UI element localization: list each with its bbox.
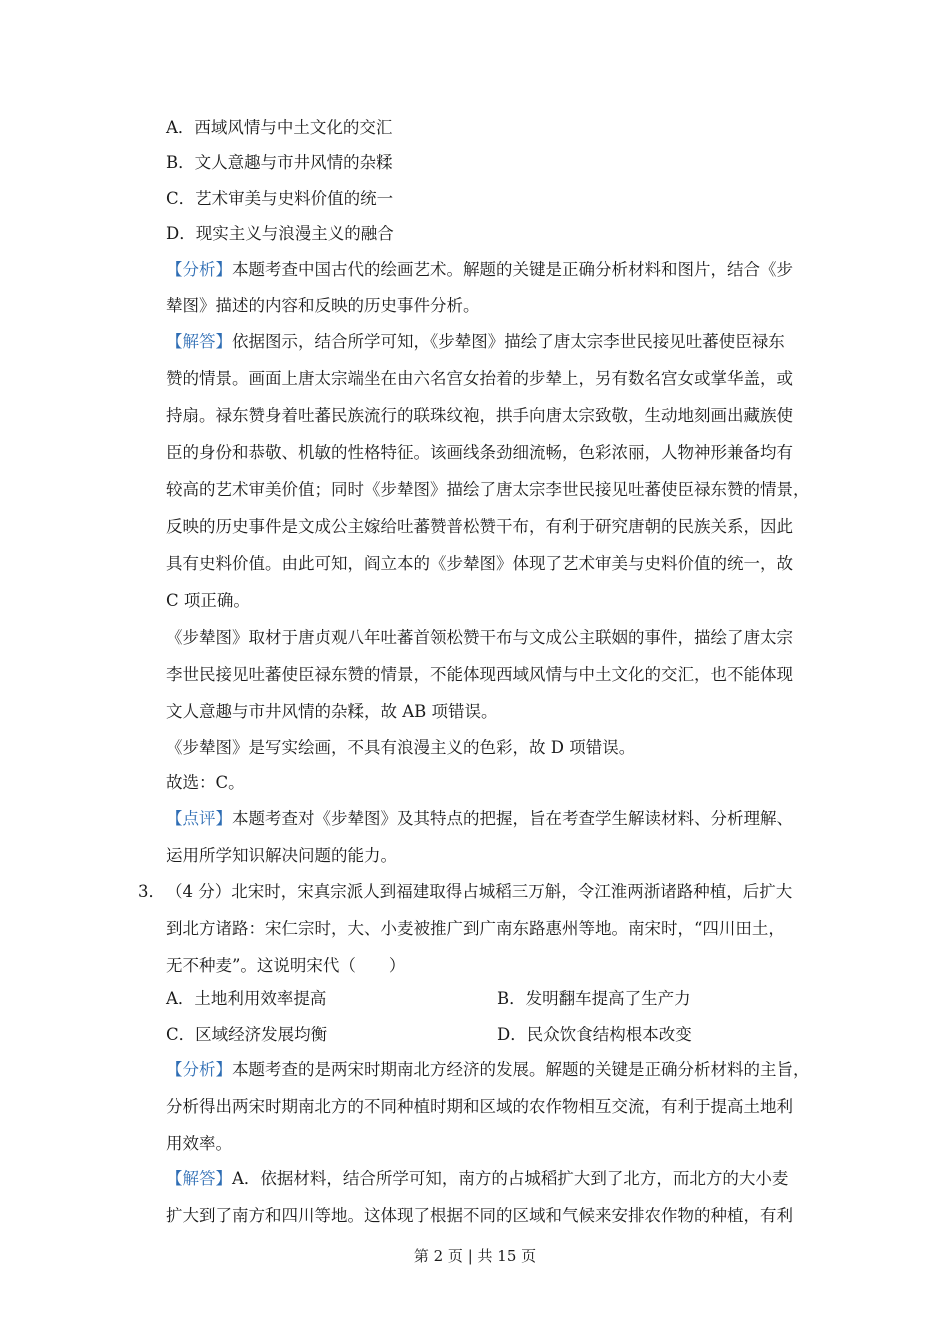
q2-answer-line: 臣的身份和恭敬、机敏的性格特征。该画线条劲细流畅，色彩浓丽，人物神形兼备均有	[166, 443, 793, 462]
page-footer: 第 2 页 | 共 15 页	[413, 1247, 537, 1265]
q3-number: 3．	[138, 882, 165, 901]
q2-answer-line: 较高的艺术审美价值；同时《步辇图》描绘了唐太宗李世民接见吐蕃使臣禄东赞的情景，	[166, 480, 810, 499]
q2-analysis-line: 【分析】本题考查中国古代的绘画艺术。解题的关键是正确分析材料和图片，结合《步	[166, 260, 793, 279]
q3-option-c: C．区域经济发展均衡	[166, 1025, 328, 1044]
q2-option-a: A．西域风情与中土文化的交汇	[166, 118, 393, 137]
q2-answer-line: 持扇。禄东赞身着吐蕃民族流行的联珠纹袍，拱手向唐太宗致敬，生动地刻画出藏族使	[166, 406, 793, 425]
q2-answer-line: 赞的情景。画面上唐太宗端坐在由六名宫女抬着的步辇上，另有数名宫女或掌华盖，或	[166, 369, 793, 388]
q2-answer-line: 故选：C。	[166, 773, 245, 792]
analysis-tag: 【分析】	[166, 1060, 232, 1079]
q2-comment-line: 运用所学知识解决问题的能力。	[166, 846, 397, 865]
q3-option-b: B．发明翻车提高了生产力	[497, 989, 691, 1008]
answer-tag: 【解答】	[166, 1169, 232, 1188]
q3-answer-line: 扩大到了南方和四川等地。这体现了根据不同的区域和气候来安排农作物的种植，有利	[166, 1206, 793, 1225]
q2-answer-line: 李世民接见吐蕃使臣禄东赞的情景，不能体现西域风情与中土文化的交汇，也不能体现	[166, 665, 793, 684]
answer-tag: 【解答】	[166, 332, 232, 351]
q2-answer-line: 【解答】依据图示，结合所学可知，《步辇图》描绘了唐太宗李世民接见吐蕃使臣禄东	[166, 332, 785, 351]
q2-answer-line: 《步辇图》是写实绘画，不具有浪漫主义的色彩，故 D 项错误。	[166, 738, 636, 757]
analysis-tag: 【分析】	[166, 260, 232, 279]
q3-analysis-line: 用效率。	[166, 1134, 232, 1153]
q2-answer-line: 文人意趣与市井风情的杂糅，故 AB 项错误。	[166, 702, 498, 721]
q2-comment-line: 【点评】本题考查对《步辇图》及其特点的把握，旨在考查学生解读材料、分析理解、	[166, 809, 793, 828]
q3-option-d: D．民众饮食结构根本改变	[497, 1025, 692, 1044]
q2-option-b: B．文人意趣与市井风情的杂糅	[166, 153, 393, 172]
q3-stem-line: 到北方诸路：宋仁宗时，大、小麦被推广到广南东路惠州等地。南宋时，“四川田土，	[166, 919, 785, 938]
q2-answer-line: 反映的历史事件是文成公主嫁给吐蕃赞普松赞干布，有利于研究唐朝的民族关系，因此	[166, 517, 793, 536]
q2-answer-line: C 项正确。	[166, 591, 250, 610]
q3-analysis-line: 【分析】本题考查的是两宋时期南北方经济的发展。解题的关键是正确分析材料的主旨，	[166, 1060, 810, 1079]
q2-analysis-line: 辇图》描述的内容和反映的历史事件分析。	[166, 296, 480, 315]
q2-option-d: D．现实主义与浪漫主义的融合	[166, 224, 394, 243]
q2-option-c: C．艺术审美与史料价值的统一	[166, 189, 394, 208]
q3-stem-line: 无不种麦”。这说明宋代（ ）	[166, 956, 406, 975]
q3-stem-line: （4 分）北宋时，宋真宗派人到福建取得占城稻三万斛，令江淮两浙诸路种植，后扩大	[166, 882, 793, 901]
q3-answer-line: 【解答】A．依据材料，结合所学可知，南方的占城稻扩大到了北方，而北方的大小麦	[166, 1169, 789, 1188]
q3-option-a: A．土地利用效率提高	[166, 989, 327, 1008]
q2-answer-line: 《步辇图》取材于唐贞观八年吐蕃首领松赞干布与文成公主联姻的事件，描绘了唐太宗	[166, 628, 793, 647]
q2-answer-line: 具有史料价值。由此可知，阎立本的《步辇图》体现了艺术审美与史料价值的统一，故	[166, 554, 793, 573]
comment-tag: 【点评】	[166, 809, 232, 828]
q3-analysis-line: 分析得出两宋时期南北方的不同种植时期和区域的农作物相互交流，有利于提高土地利	[166, 1097, 793, 1116]
